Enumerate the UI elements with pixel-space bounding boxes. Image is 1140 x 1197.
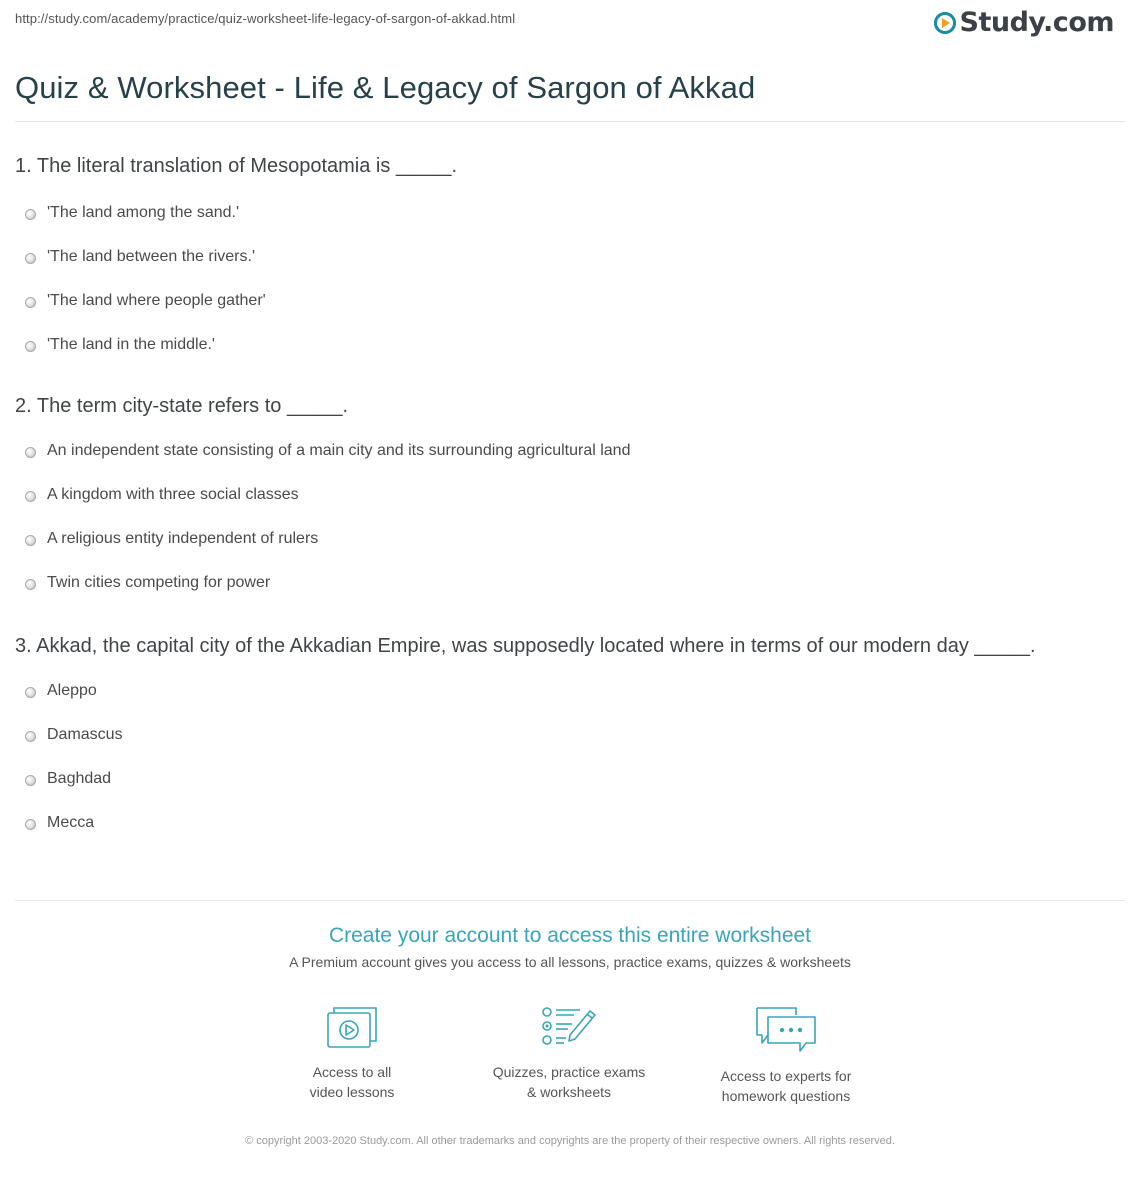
video-lessons-icon xyxy=(326,1005,378,1049)
feature-label-line: homework questions xyxy=(721,1088,851,1104)
radio-button[interactable] xyxy=(25,447,36,458)
answer-option[interactable] xyxy=(15,247,1115,291)
feature-label-line: Quizzes, practice exams xyxy=(492,1064,646,1080)
feature-label-line: Access to all xyxy=(312,1064,392,1080)
option-label: An independent state consisting of a main city and its surrounding agricultural land xyxy=(47,442,631,459)
radio-button[interactable] xyxy=(25,341,36,352)
radio-button[interactable] xyxy=(25,209,36,220)
feature-label-line: Access to experts for xyxy=(720,1068,852,1084)
answer-option[interactable] xyxy=(15,725,1115,769)
option-label: 'The land between the rivers.' xyxy=(47,248,255,265)
radio-button[interactable] xyxy=(25,491,36,502)
option-label: Aleppo xyxy=(47,682,97,699)
answer-option[interactable] xyxy=(15,681,1115,725)
answer-option[interactable] xyxy=(15,769,1115,813)
option-label: 'The land among the sand.' xyxy=(47,204,240,221)
answer-option[interactable] xyxy=(15,335,1115,379)
question-1 xyxy=(15,152,1115,379)
question-text: 3. Akkad, the capital city of the Akkadian Empire, was supposedly located where in terms of our modern day _____. xyxy=(15,635,1036,657)
radio-button[interactable] xyxy=(25,731,36,742)
answer-option[interactable] xyxy=(15,441,1115,485)
cta-divider xyxy=(15,900,1125,901)
radio-button[interactable] xyxy=(25,535,36,546)
answer-option[interactable] xyxy=(15,529,1115,573)
option-label: Baghdad xyxy=(47,770,112,787)
page-url: http://study.com/academy/practice/quiz-worksheet-life-legacy-of-sargon-of-akkad.html xyxy=(15,11,516,26)
feature-label xyxy=(252,1062,452,1102)
radio-button[interactable] xyxy=(25,775,36,786)
answer-option[interactable] xyxy=(15,573,1115,617)
option-label: A religious entity independent of rulers xyxy=(47,530,319,547)
cta-subtitle: A Premium account gives you access to all lessons, practice exams, quizzes & worksheets xyxy=(289,954,851,970)
quiz-checklist-icon xyxy=(540,1005,598,1049)
answer-option[interactable] xyxy=(15,813,1115,857)
question-3 xyxy=(15,632,1115,857)
copyright-notice: © copyright 2003-2020 Study.com. All other trademarks and copyrights are the property of their respective owners. All rights reserved. xyxy=(245,1135,895,1147)
question-text: 2. The term city-state refers to _____. xyxy=(15,395,349,417)
page-title: Quiz & Worksheet - Life & Legacy of Sargon of Akkad xyxy=(15,70,756,105)
radio-button[interactable] xyxy=(25,687,36,698)
radio-button[interactable] xyxy=(25,253,36,264)
radio-button[interactable] xyxy=(25,819,36,830)
question-2 xyxy=(15,392,1115,617)
radio-button[interactable] xyxy=(25,579,36,590)
logo-text: Study.com xyxy=(959,7,1114,38)
answer-option[interactable] xyxy=(15,291,1115,335)
feature-label xyxy=(686,1066,886,1106)
option-label: Twin cities competing for power xyxy=(47,574,271,591)
feature-label xyxy=(469,1062,669,1102)
radio-button[interactable] xyxy=(25,297,36,308)
title-divider xyxy=(15,121,1125,122)
feature-label-line: & worksheets xyxy=(526,1084,612,1100)
option-label: A kingdom with three social classes xyxy=(47,486,299,503)
option-label: 'The land where people gather' xyxy=(47,292,266,309)
feature-video-lessons xyxy=(252,1005,452,1102)
answer-option[interactable] xyxy=(15,203,1115,247)
cta-title[interactable]: Create your account to access this entire worksheet xyxy=(328,924,812,947)
answer-option[interactable] xyxy=(15,485,1115,529)
option-label: 'The land in the middle.' xyxy=(47,336,215,353)
option-label: Mecca xyxy=(47,814,95,831)
feature-label-line: video lessons xyxy=(309,1084,395,1100)
play-circle-icon xyxy=(934,12,956,34)
feature-quizzes xyxy=(469,1005,669,1102)
option-label: Damascus xyxy=(47,726,123,743)
study-logo[interactable] xyxy=(934,7,1114,38)
question-text: 1. The literal translation of Mesopotamia is _____. xyxy=(15,155,458,177)
chat-bubbles-icon xyxy=(754,1005,818,1053)
feature-experts xyxy=(686,1005,886,1106)
